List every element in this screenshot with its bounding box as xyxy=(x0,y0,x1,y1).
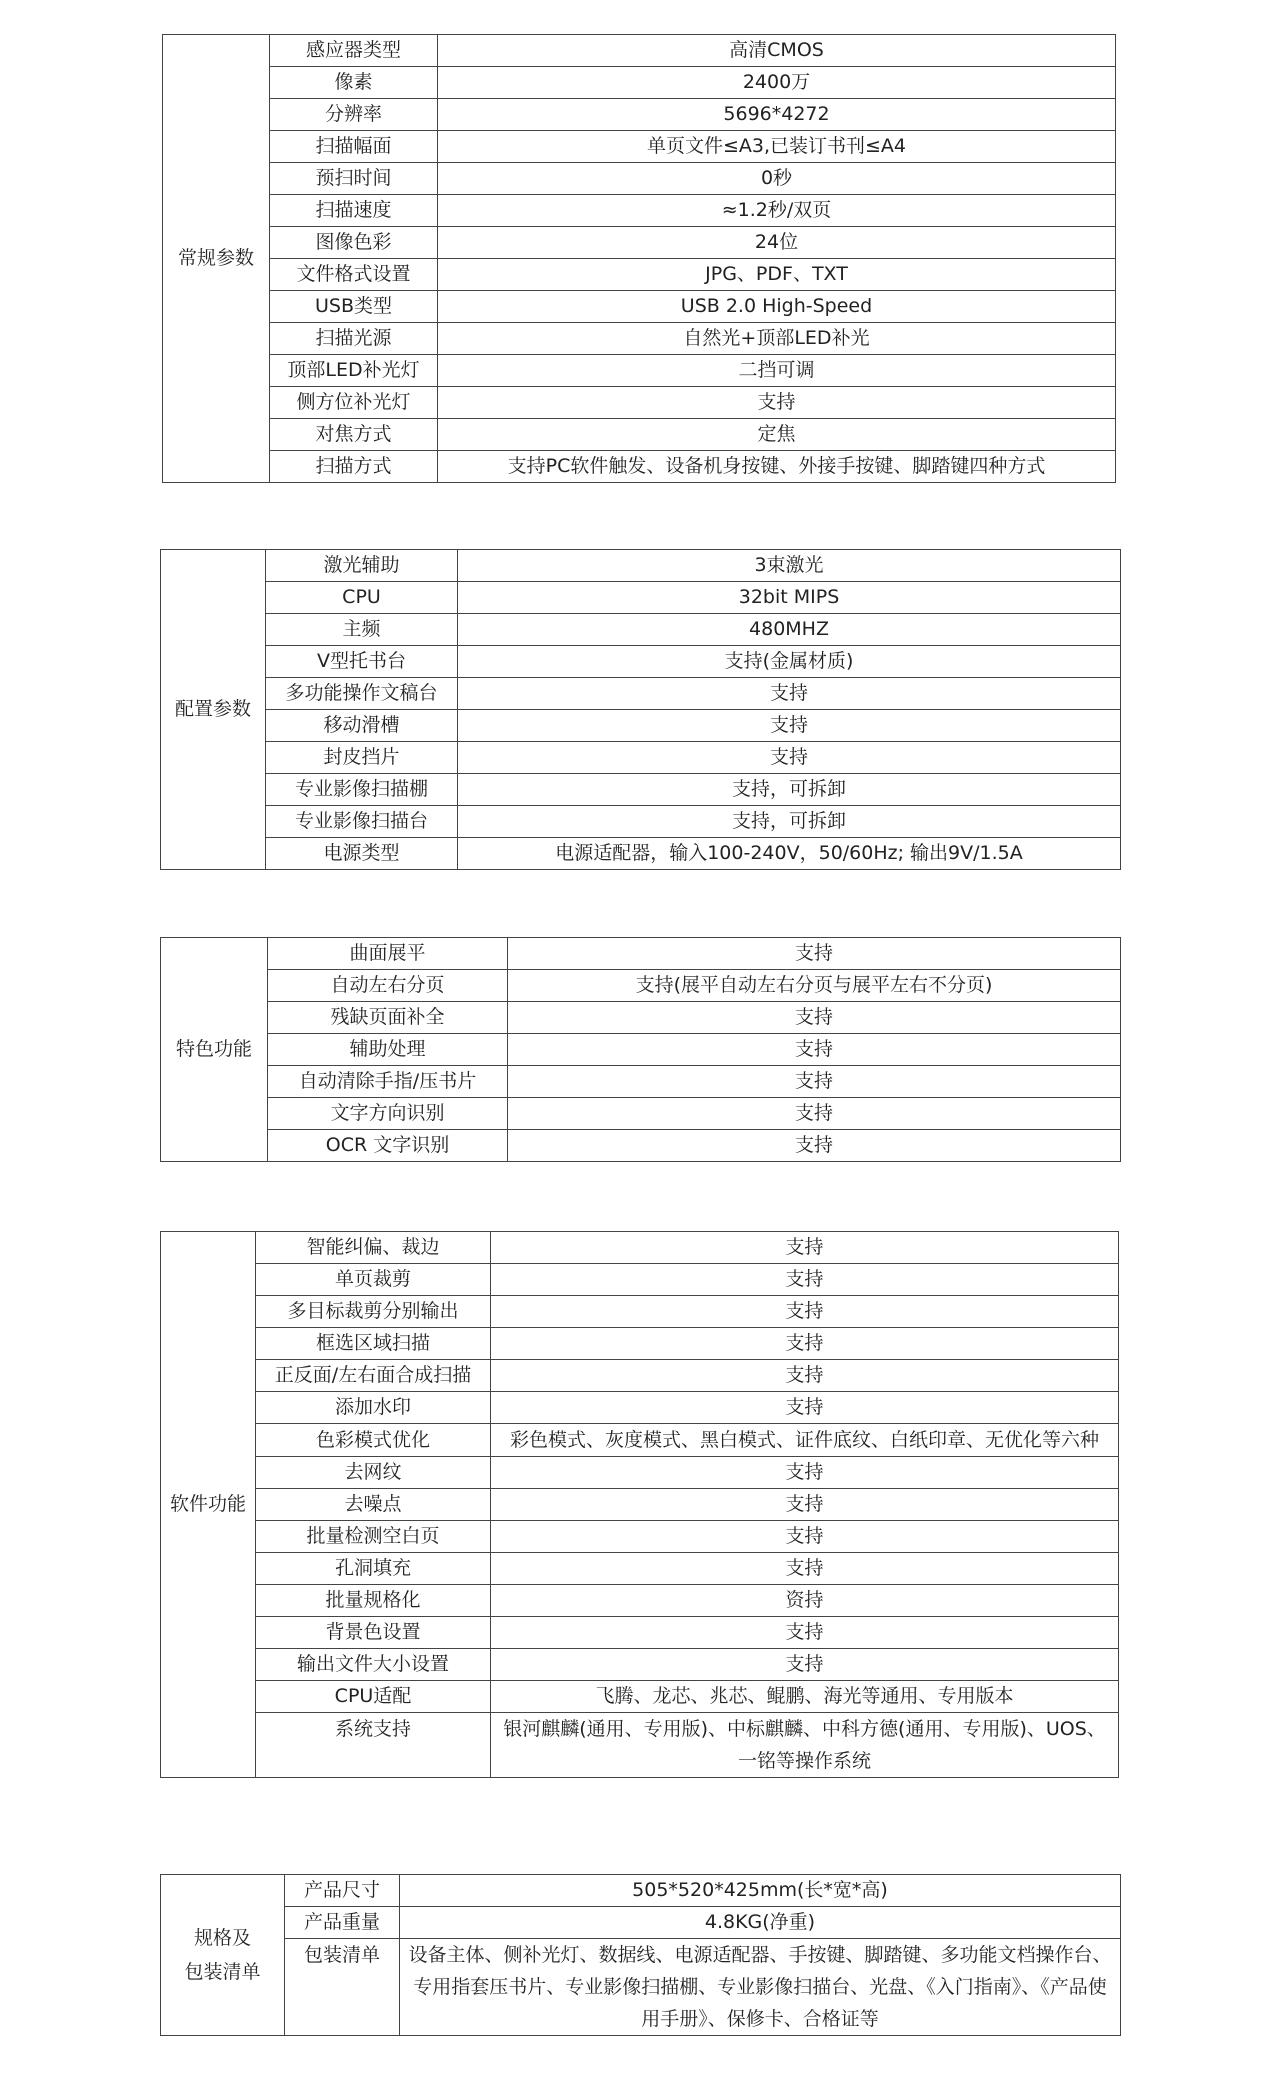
param-value: 支持 xyxy=(491,1457,1119,1489)
table-row xyxy=(161,646,1121,678)
param-value: 支持 xyxy=(491,1360,1119,1392)
param-value: 24位 xyxy=(438,227,1116,259)
table-row xyxy=(161,1002,1121,1034)
table-row xyxy=(161,838,1121,870)
table-row xyxy=(163,323,1116,355)
param-name: 激光辅助 xyxy=(266,550,458,582)
param-value: 支持 xyxy=(508,1130,1121,1162)
table-row xyxy=(161,1489,1119,1521)
table-row xyxy=(161,710,1121,742)
table-row xyxy=(161,1939,1121,2036)
table-row xyxy=(161,1553,1119,1585)
param-name: 去网纹 xyxy=(256,1457,491,1489)
param-name: 辅助处理 xyxy=(268,1034,508,1066)
table-row xyxy=(161,806,1121,838)
table-row xyxy=(161,582,1121,614)
category-label-line: 规格及 xyxy=(193,1927,251,1949)
param-value: 支持 xyxy=(508,1002,1121,1034)
table-row xyxy=(161,1264,1119,1296)
table-row xyxy=(161,1360,1119,1392)
table-row xyxy=(161,1681,1119,1713)
param-name: 单页裁剪 xyxy=(256,1264,491,1296)
category-label-line: 包装清单 xyxy=(184,1961,261,1983)
param-name: 去噪点 xyxy=(256,1489,491,1521)
param-name: 曲面展平 xyxy=(268,938,508,970)
param-value: 支持 xyxy=(508,1034,1121,1066)
param-name: 封皮挡片 xyxy=(266,742,458,774)
table-row xyxy=(161,614,1121,646)
param-value: 支持 xyxy=(491,1489,1119,1521)
param-name: 对焦方式 xyxy=(270,419,438,451)
table-row xyxy=(161,1713,1119,1778)
param-name: 输出文件大小设置 xyxy=(256,1649,491,1681)
table-row xyxy=(163,67,1116,99)
table-row xyxy=(161,1521,1119,1553)
table-row xyxy=(163,259,1116,291)
category-label: 常规参数 xyxy=(163,35,270,483)
param-name: 图像色彩 xyxy=(270,227,438,259)
table-row xyxy=(161,1328,1119,1360)
param-value: 电源适配器，输入100-240V，50/60Hz; 输出9V/1.5A xyxy=(458,838,1121,870)
param-name: 感应器类型 xyxy=(270,35,438,67)
param-name: 专业影像扫描台 xyxy=(266,806,458,838)
param-value: 支持 xyxy=(508,1098,1121,1130)
table-row xyxy=(163,451,1116,483)
table-row xyxy=(161,1130,1121,1162)
param-value: ≈1.2秒/双页 xyxy=(438,195,1116,227)
table-row xyxy=(163,355,1116,387)
param-name: 侧方位补光灯 xyxy=(270,387,438,419)
param-name: 批量检测空白页 xyxy=(256,1521,491,1553)
param-name: 包装清单 xyxy=(285,1939,400,2036)
param-value: USB 2.0 High-Speed xyxy=(438,291,1116,323)
spec-table-software xyxy=(160,1231,1119,1778)
param-value: 支持 xyxy=(491,1232,1119,1264)
param-value: 480MHZ xyxy=(458,614,1121,646)
param-name: 文字方向识别 xyxy=(268,1098,508,1130)
spec-table-config xyxy=(160,549,1121,870)
param-name: 产品尺寸 xyxy=(285,1875,400,1907)
table-row xyxy=(161,678,1121,710)
category-label: 特色功能 xyxy=(161,938,268,1162)
param-name: 扫描速度 xyxy=(270,195,438,227)
param-name: 批量规格化 xyxy=(256,1585,491,1617)
table-row xyxy=(161,1649,1119,1681)
param-name: 孔洞填充 xyxy=(256,1553,491,1585)
param-name: CPU适配 xyxy=(256,1681,491,1713)
table-row xyxy=(163,99,1116,131)
param-value: 0秒 xyxy=(438,163,1116,195)
table-row xyxy=(161,970,1121,1002)
param-name: CPU xyxy=(266,582,458,614)
param-value: 505*520*425mm(长*宽*高) xyxy=(400,1875,1121,1907)
param-name: 添加水印 xyxy=(256,1392,491,1424)
param-name: 顶部LED补光灯 xyxy=(270,355,438,387)
param-value: 2400万 xyxy=(438,67,1116,99)
table-row xyxy=(161,774,1121,806)
table-row xyxy=(163,227,1116,259)
table-row xyxy=(163,195,1116,227)
table-row xyxy=(163,163,1116,195)
table-row xyxy=(161,938,1121,970)
param-value: 支持 xyxy=(438,387,1116,419)
param-name: 移动滑槽 xyxy=(266,710,458,742)
param-name: 电源类型 xyxy=(266,838,458,870)
category-label: 软件功能 xyxy=(161,1232,256,1778)
param-value: 32bit MIPS xyxy=(458,582,1121,614)
param-value: 支持，可拆卸 xyxy=(458,774,1121,806)
table-row xyxy=(161,1232,1119,1264)
param-name: 自动清除手指/压书片 xyxy=(268,1066,508,1098)
table-row xyxy=(161,1392,1119,1424)
table-row xyxy=(161,1457,1119,1489)
param-value: 设备主体、侧补光灯、数据线、电源适配器、手按键、脚踏键、多功能文档操作台、专用指套压书片、专业影像扫描棚、专业影像扫描台、光盘、《入门指南》、《产品使用手册》、保修卡、合格证等 xyxy=(400,1939,1121,2036)
param-name: USB类型 xyxy=(270,291,438,323)
table-row xyxy=(163,387,1116,419)
param-value: 支持 xyxy=(491,1392,1119,1424)
table-row xyxy=(163,291,1116,323)
param-name: 多功能操作文稿台 xyxy=(266,678,458,710)
param-value: 支持(金属材质) xyxy=(458,646,1121,678)
param-value: 支持 xyxy=(458,710,1121,742)
param-value: 银河麒麟(通用、专用版)、中标麒麟、中科方德(通用、专用版)、UOS、一铭等操作系统 xyxy=(491,1713,1119,1778)
param-name: 色彩模式优化 xyxy=(256,1424,491,1457)
category-label xyxy=(161,1875,285,2036)
table-row xyxy=(161,1907,1121,1939)
param-value: 自然光+顶部LED补光 xyxy=(438,323,1116,355)
table-row xyxy=(161,1066,1121,1098)
param-value: 资持 xyxy=(491,1585,1119,1617)
param-value: 支持 xyxy=(491,1328,1119,1360)
param-value: 支持 xyxy=(491,1264,1119,1296)
param-name: 产品重量 xyxy=(285,1907,400,1939)
param-name: 扫描幅面 xyxy=(270,131,438,163)
param-name: 主频 xyxy=(266,614,458,646)
param-value: 支持，可拆卸 xyxy=(458,806,1121,838)
spec-table-packaging xyxy=(160,1874,1121,2036)
table-row xyxy=(161,1875,1121,1907)
param-name: 像素 xyxy=(270,67,438,99)
param-value: JPG、PDF、TXT xyxy=(438,259,1116,291)
param-name: 正反面/左右面合成扫描 xyxy=(256,1360,491,1392)
param-name: 分辨率 xyxy=(270,99,438,131)
table-row xyxy=(161,1424,1119,1457)
param-value: 3束激光 xyxy=(458,550,1121,582)
param-value: 5696*4272 xyxy=(438,99,1116,131)
param-name: 自动左右分页 xyxy=(268,970,508,1002)
param-name: 智能纠偏、裁边 xyxy=(256,1232,491,1264)
table-row xyxy=(163,131,1116,163)
param-value: 飞腾、龙芯、兆芯、鲲鹏、海光等通用、专用版本 xyxy=(491,1681,1119,1713)
param-value: 二挡可调 xyxy=(438,355,1116,387)
param-value: 彩色模式、灰度模式、黑白模式、证件底纹、白纸印章、无优化等六种 xyxy=(491,1424,1119,1457)
param-name: 扫描光源 xyxy=(270,323,438,355)
spec-table-general xyxy=(162,34,1116,483)
param-name: 残缺页面补全 xyxy=(268,1002,508,1034)
table-row xyxy=(161,1617,1119,1649)
param-name: 多目标裁剪分别输出 xyxy=(256,1296,491,1328)
table-row xyxy=(161,1098,1121,1130)
table-row xyxy=(161,1585,1119,1617)
param-value: 支持 xyxy=(491,1296,1119,1328)
param-name: 扫描方式 xyxy=(270,451,438,483)
param-value: 支持 xyxy=(458,678,1121,710)
param-name: 专业影像扫描棚 xyxy=(266,774,458,806)
param-value: 定焦 xyxy=(438,419,1116,451)
table-row xyxy=(163,35,1116,67)
table-row xyxy=(161,1296,1119,1328)
param-name: 预扫时间 xyxy=(270,163,438,195)
param-value: 4.8KG(净重) xyxy=(400,1907,1121,1939)
param-name: 文件格式设置 xyxy=(270,259,438,291)
param-value: 支持(展平自动左右分页与展平左右不分页) xyxy=(508,970,1121,1002)
param-value: 高清CMOS xyxy=(438,35,1116,67)
param-name: 框选区域扫描 xyxy=(256,1328,491,1360)
param-value: 支持 xyxy=(491,1553,1119,1585)
param-value: 支持 xyxy=(491,1521,1119,1553)
param-value: 支持 xyxy=(458,742,1121,774)
param-value: 支持 xyxy=(508,938,1121,970)
table-row xyxy=(163,419,1116,451)
table-row xyxy=(161,1034,1121,1066)
param-value: 支持 xyxy=(491,1649,1119,1681)
param-value: 支持 xyxy=(491,1617,1119,1649)
table-row xyxy=(161,742,1121,774)
param-value: 支持 xyxy=(508,1066,1121,1098)
param-value: 支持PC软件触发、设备机身按键、外接手按键、脚踏键四种方式 xyxy=(438,451,1116,483)
param-name: V型托书台 xyxy=(266,646,458,678)
category-label: 配置参数 xyxy=(161,550,266,870)
param-name: 系统支持 xyxy=(256,1713,491,1778)
param-value: 单页文件≤A3,已装订书刊≤A4 xyxy=(438,131,1116,163)
spec-table-features xyxy=(160,937,1121,1162)
table-row xyxy=(161,550,1121,582)
param-name: 背景色设置 xyxy=(256,1617,491,1649)
param-name: OCR 文字识别 xyxy=(268,1130,508,1162)
